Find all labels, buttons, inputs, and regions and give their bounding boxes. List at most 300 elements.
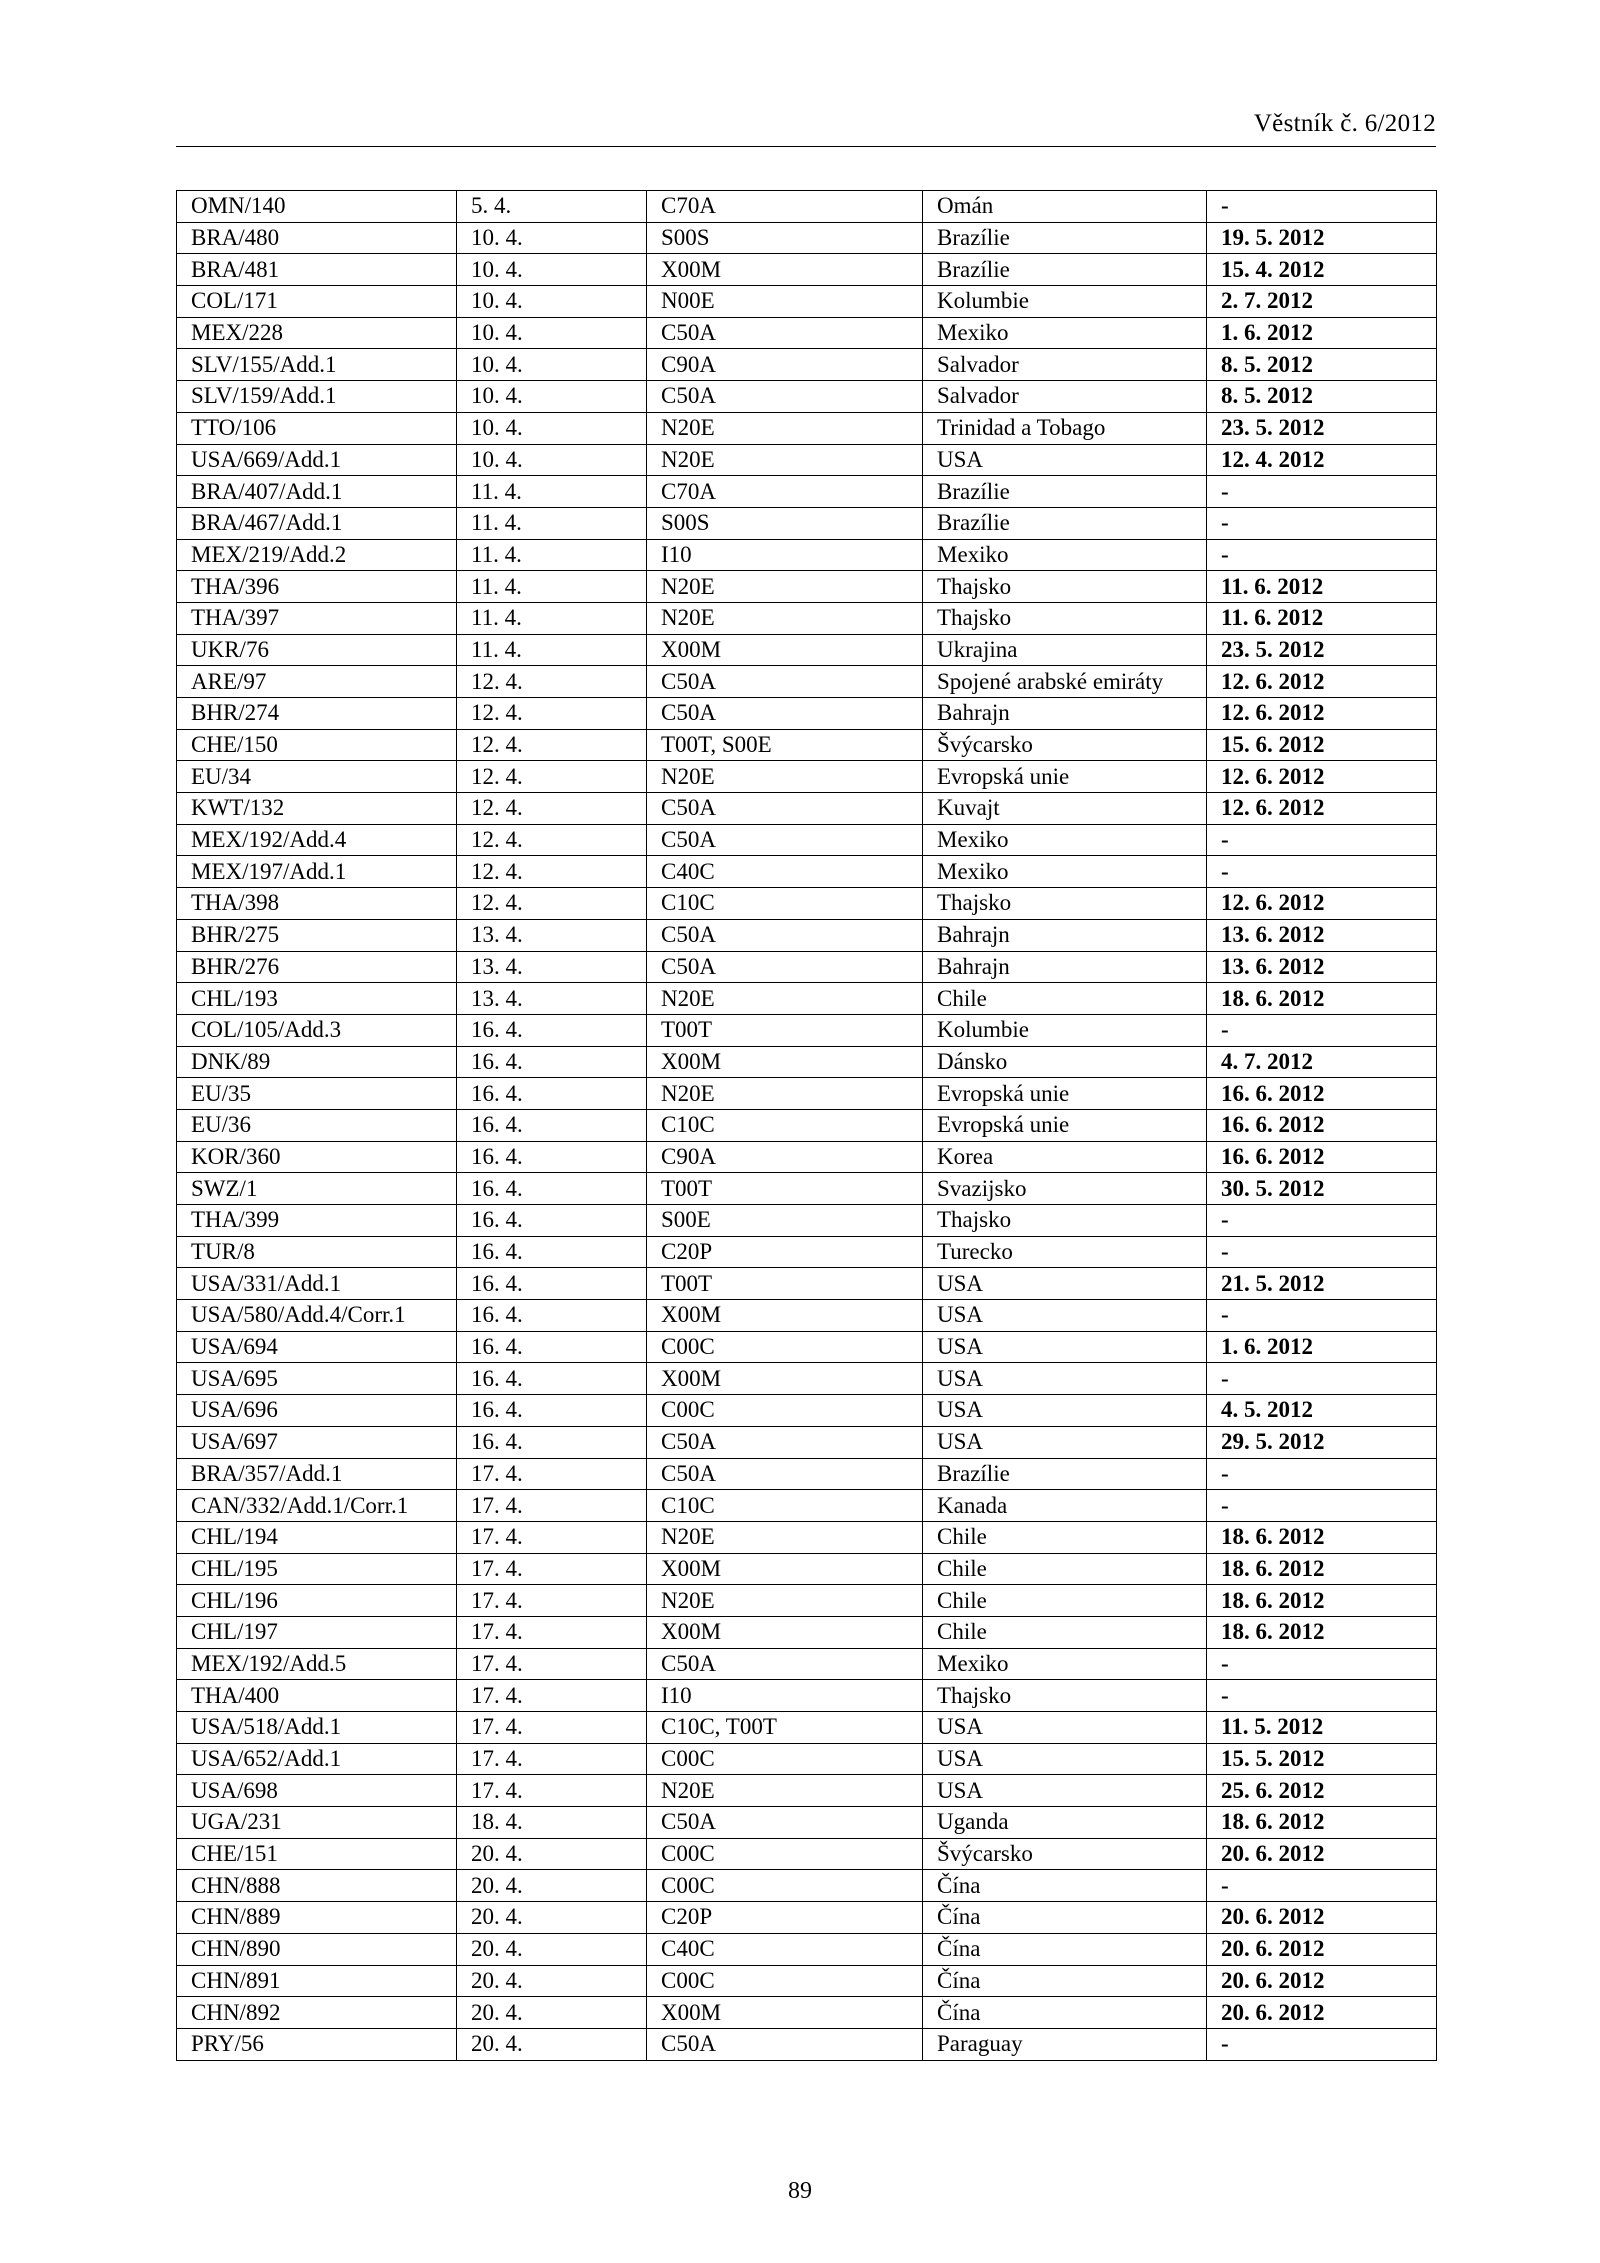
table-row [177,381,1437,413]
cell-date: 13. 4. [457,983,647,1015]
cell-deadline: 15. 6. 2012 [1207,729,1437,761]
cell-document-code: SLV/155/Add.1 [177,349,457,381]
table-row [177,1141,1437,1173]
table-row [177,1078,1437,1110]
cell-deadline: 12. 6. 2012 [1207,666,1437,698]
cell-date: 12. 4. [457,856,647,888]
cell-document-code: CHN/888 [177,1870,457,1902]
cell-document-code: CHN/889 [177,1902,457,1934]
cell-document-code: TUR/8 [177,1236,457,1268]
cell-document-code: MEX/197/Add.1 [177,856,457,888]
cell-country: USA [923,1426,1207,1458]
cell-date: 18. 4. [457,1807,647,1839]
cell-country: Švýcarsko [923,729,1207,761]
cell-date: 10. 4. [457,222,647,254]
cell-document-code: COL/171 [177,286,457,318]
cell-document-code: BHR/275 [177,919,457,951]
cell-date: 10. 4. [457,412,647,444]
cell-product-code: C00C [647,1838,923,1870]
cell-product-code: C50A [647,2028,923,2060]
cell-product-code: C50A [647,1648,923,1680]
cell-country: USA [923,1300,1207,1332]
cell-deadline: 12. 6. 2012 [1207,888,1437,920]
cell-country: Mexiko [923,824,1207,856]
cell-deadline: - [1207,476,1437,508]
cell-country: USA [923,1395,1207,1427]
cell-document-code: USA/695 [177,1363,457,1395]
cell-product-code: C10C [647,1490,923,1522]
page-header [176,108,1436,147]
cell-deadline: 18. 6. 2012 [1207,983,1437,1015]
cell-country: Salvador [923,349,1207,381]
table-row [177,983,1437,1015]
cell-document-code: SLV/159/Add.1 [177,381,457,413]
cell-country: Thajsko [923,1205,1207,1237]
cell-product-code: N20E [647,571,923,603]
cell-date: 12. 4. [457,698,647,730]
cell-product-code: T00T [647,1173,923,1205]
cell-date: 16. 4. [457,1395,647,1427]
cell-deadline: 12. 6. 2012 [1207,761,1437,793]
cell-date: 10. 4. [457,349,647,381]
table-row [177,412,1437,444]
cell-product-code: N20E [647,1775,923,1807]
cell-date: 17. 4. [457,1553,647,1585]
cell-document-code: DNK/89 [177,1046,457,1078]
cell-country: Švýcarsko [923,1838,1207,1870]
cell-deadline: 20. 6. 2012 [1207,1965,1437,1997]
cell-document-code: ARE/97 [177,666,457,698]
cell-deadline: 12. 6. 2012 [1207,793,1437,825]
cell-product-code: N20E [647,761,923,793]
cell-deadline: 25. 6. 2012 [1207,1775,1437,1807]
cell-deadline: - [1207,824,1437,856]
cell-date: 11. 4. [457,476,647,508]
cell-country: Chile [923,1553,1207,1585]
cell-date: 17. 4. [457,1616,647,1648]
cell-product-code: C90A [647,349,923,381]
cell-product-code: C10C [647,888,923,920]
cell-document-code: MEX/219/Add.2 [177,539,457,571]
cell-document-code: USA/698 [177,1775,457,1807]
cell-product-code: C50A [647,1458,923,1490]
cell-date: 10. 4. [457,381,647,413]
cell-country: Brazílie [923,1458,1207,1490]
cell-document-code: CHL/197 [177,1616,457,1648]
cell-product-code: C50A [647,793,923,825]
table-row [177,1585,1437,1617]
cell-product-code: C50A [647,381,923,413]
cell-deadline: 12. 6. 2012 [1207,698,1437,730]
cell-product-code: T00T, S00E [647,729,923,761]
cell-document-code: CHE/151 [177,1838,457,1870]
cell-date: 10. 4. [457,286,647,318]
cell-date: 13. 4. [457,919,647,951]
cell-date: 12. 4. [457,666,647,698]
table-row [177,1490,1437,1522]
cell-date: 16. 4. [457,1173,647,1205]
cell-document-code: BHR/274 [177,698,457,730]
cell-country: Chile [923,983,1207,1015]
cell-country: Omán [923,191,1207,223]
table-row [177,254,1437,286]
cell-product-code: X00M [647,1046,923,1078]
cell-deadline: - [1207,1680,1437,1712]
cell-country: USA [923,1363,1207,1395]
cell-country: Paraguay [923,2028,1207,2060]
table-row [177,1205,1437,1237]
cell-country: Chile [923,1616,1207,1648]
cell-date: 16. 4. [457,1300,647,1332]
cell-country: USA [923,1712,1207,1744]
cell-date: 16. 4. [457,1109,647,1141]
cell-date: 20. 4. [457,1838,647,1870]
cell-product-code: C50A [647,919,923,951]
cell-document-code: UGA/231 [177,1807,457,1839]
cell-product-code: X00M [647,1363,923,1395]
cell-deadline: 11. 5. 2012 [1207,1712,1437,1744]
cell-product-code: C10C [647,1109,923,1141]
cell-deadline: - [1207,2028,1437,2060]
table-row [177,919,1437,951]
cell-product-code: C50A [647,698,923,730]
table-row [177,1553,1437,1585]
cell-product-code: X00M [647,634,923,666]
cell-document-code: TTO/106 [177,412,457,444]
cell-date: 5. 4. [457,191,647,223]
cell-deadline: 16. 6. 2012 [1207,1109,1437,1141]
cell-deadline: 12. 4. 2012 [1207,444,1437,476]
cell-document-code: OMN/140 [177,191,457,223]
cell-product-code: C50A [647,666,923,698]
cell-deadline: 23. 5. 2012 [1207,634,1437,666]
cell-country: Trinidad a Tobago [923,412,1207,444]
cell-document-code: USA/518/Add.1 [177,1712,457,1744]
cell-date: 17. 4. [457,1458,647,1490]
cell-document-code: EU/35 [177,1078,457,1110]
cell-date: 12. 4. [457,729,647,761]
cell-country: Kanada [923,1490,1207,1522]
cell-date: 11. 4. [457,634,647,666]
cell-deadline: 4. 5. 2012 [1207,1395,1437,1427]
cell-date: 20. 4. [457,1933,647,1965]
cell-document-code: MEX/192/Add.4 [177,824,457,856]
cell-product-code: C90A [647,1141,923,1173]
table-row [177,1395,1437,1427]
journal-issue-title: Věstník č. 6/2012 [1253,110,1436,137]
cell-country: USA [923,444,1207,476]
notification-table-body [177,191,1437,2061]
cell-date: 17. 4. [457,1648,647,1680]
cell-country: Kuvajt [923,793,1207,825]
cell-deadline: - [1207,1014,1437,1046]
table-row [177,1997,1437,2029]
cell-country: Thajsko [923,571,1207,603]
table-row [177,698,1437,730]
cell-country: Thajsko [923,1680,1207,1712]
cell-deadline: 4. 7. 2012 [1207,1046,1437,1078]
table-row [177,1616,1437,1648]
table-row [177,1363,1437,1395]
cell-deadline: - [1207,1490,1437,1522]
cell-product-code: C00C [647,1395,923,1427]
cell-date: 12. 4. [457,888,647,920]
table-row [177,602,1437,634]
cell-deadline: 20. 6. 2012 [1207,1838,1437,1870]
cell-document-code: CHN/890 [177,1933,457,1965]
cell-country: Bahrajn [923,919,1207,951]
cell-date: 17. 4. [457,1521,647,1553]
table-row [177,1109,1437,1141]
cell-product-code: C00C [647,1331,923,1363]
cell-product-code: S00E [647,1205,923,1237]
cell-document-code: MEX/192/Add.5 [177,1648,457,1680]
cell-country: Čína [923,1933,1207,1965]
cell-deadline: 8. 5. 2012 [1207,381,1437,413]
cell-document-code: CHN/891 [177,1965,457,1997]
cell-product-code: C00C [647,1870,923,1902]
cell-date: 12. 4. [457,761,647,793]
table-row [177,222,1437,254]
table-row [177,1426,1437,1458]
cell-product-code: S00S [647,507,923,539]
table-row [177,1902,1437,1934]
cell-date: 10. 4. [457,254,647,286]
cell-product-code: C20P [647,1236,923,1268]
table-row [177,856,1437,888]
table-row [177,191,1437,223]
cell-date: 17. 4. [457,1490,647,1522]
cell-document-code: CHL/194 [177,1521,457,1553]
cell-document-code: THA/398 [177,888,457,920]
cell-document-code: USA/580/Add.4/Corr.1 [177,1300,457,1332]
cell-date: 16. 4. [457,1363,647,1395]
cell-country: Svazijsko [923,1173,1207,1205]
cell-country: Čína [923,1965,1207,1997]
cell-document-code: USA/331/Add.1 [177,1268,457,1300]
cell-document-code: PRY/56 [177,2028,457,2060]
table-row [177,1331,1437,1363]
cell-date: 12. 4. [457,793,647,825]
notification-table [176,190,1437,2061]
cell-country: Chile [923,1585,1207,1617]
table-row [177,1933,1437,1965]
cell-document-code: EU/36 [177,1109,457,1141]
cell-deadline: - [1207,1363,1437,1395]
cell-deadline: 16. 6. 2012 [1207,1141,1437,1173]
cell-document-code: SWZ/1 [177,1173,457,1205]
table-row [177,571,1437,603]
cell-document-code: EU/34 [177,761,457,793]
cell-product-code: C50A [647,824,923,856]
cell-country: Turecko [923,1236,1207,1268]
table-row [177,1743,1437,1775]
cell-date: 12. 4. [457,824,647,856]
table-row [177,1046,1437,1078]
table-row [177,761,1437,793]
cell-product-code: C40C [647,1933,923,1965]
cell-date: 20. 4. [457,1870,647,1902]
cell-date: 17. 4. [457,1743,647,1775]
cell-product-code: C40C [647,856,923,888]
cell-deadline: 16. 6. 2012 [1207,1078,1437,1110]
cell-country: Brazílie [923,254,1207,286]
cell-country: USA [923,1268,1207,1300]
cell-product-code: N20E [647,602,923,634]
cell-deadline: - [1207,507,1437,539]
cell-date: 16. 4. [457,1078,647,1110]
cell-date: 16. 4. [457,1268,647,1300]
cell-country: Evropská unie [923,1078,1207,1110]
cell-document-code: USA/697 [177,1426,457,1458]
cell-date: 16. 4. [457,1236,647,1268]
table-row [177,729,1437,761]
cell-document-code: BRA/407/Add.1 [177,476,457,508]
table-row [177,1838,1437,1870]
cell-country: Thajsko [923,602,1207,634]
cell-country: Thajsko [923,888,1207,920]
table-row [177,476,1437,508]
table-row [177,2028,1437,2060]
cell-product-code: T00T [647,1014,923,1046]
table-row [177,888,1437,920]
cell-date: 10. 4. [457,317,647,349]
table-row [177,507,1437,539]
cell-country: Mexiko [923,539,1207,571]
cell-deadline: 18. 6. 2012 [1207,1616,1437,1648]
cell-product-code: S00S [647,222,923,254]
cell-document-code: BRA/467/Add.1 [177,507,457,539]
cell-date: 16. 4. [457,1141,647,1173]
cell-date: 16. 4. [457,1205,647,1237]
cell-document-code: CHL/193 [177,983,457,1015]
cell-document-code: CHN/892 [177,1997,457,2029]
cell-document-code: THA/396 [177,571,457,603]
cell-country: Ukrajina [923,634,1207,666]
cell-country: Salvador [923,381,1207,413]
cell-product-code: N00E [647,286,923,318]
cell-deadline: 29. 5. 2012 [1207,1426,1437,1458]
table-row [177,1775,1437,1807]
cell-deadline: 13. 6. 2012 [1207,919,1437,951]
cell-deadline: 11. 6. 2012 [1207,602,1437,634]
table-row [177,1521,1437,1553]
cell-deadline: - [1207,1300,1437,1332]
table-row [177,666,1437,698]
table-row [177,1807,1437,1839]
cell-country: Čína [923,1870,1207,1902]
cell-product-code: X00M [647,1553,923,1585]
cell-product-code: I10 [647,1680,923,1712]
cell-country: Dánsko [923,1046,1207,1078]
cell-product-code: C00C [647,1743,923,1775]
cell-product-code: C50A [647,951,923,983]
cell-country: Mexiko [923,317,1207,349]
cell-document-code: USA/696 [177,1395,457,1427]
cell-country: Evropská unie [923,761,1207,793]
cell-country: Mexiko [923,1648,1207,1680]
cell-date: 16. 4. [457,1426,647,1458]
cell-document-code: THA/397 [177,602,457,634]
cell-document-code: BHR/276 [177,951,457,983]
cell-deadline: 2. 7. 2012 [1207,286,1437,318]
cell-country: Uganda [923,1807,1207,1839]
cell-deadline: 18. 6. 2012 [1207,1807,1437,1839]
cell-document-code: COL/105/Add.3 [177,1014,457,1046]
cell-product-code: N20E [647,1521,923,1553]
cell-country: Kolumbie [923,1014,1207,1046]
cell-deadline: 1. 6. 2012 [1207,1331,1437,1363]
cell-country: Kolumbie [923,286,1207,318]
cell-deadline: 30. 5. 2012 [1207,1173,1437,1205]
cell-country: USA [923,1775,1207,1807]
table-row [177,793,1437,825]
cell-document-code: THA/399 [177,1205,457,1237]
table-row [177,1173,1437,1205]
cell-document-code: BRA/357/Add.1 [177,1458,457,1490]
cell-date: 16. 4. [457,1014,647,1046]
cell-country: Brazílie [923,476,1207,508]
cell-date: 20. 4. [457,1997,647,2029]
cell-product-code: C10C, T00T [647,1712,923,1744]
cell-document-code: THA/400 [177,1680,457,1712]
cell-document-code: KWT/132 [177,793,457,825]
cell-date: 11. 4. [457,539,647,571]
cell-deadline: - [1207,1648,1437,1680]
cell-product-code: C70A [647,476,923,508]
cell-country: Bahrajn [923,698,1207,730]
cell-document-code: BRA/481 [177,254,457,286]
cell-deadline: 15. 4. 2012 [1207,254,1437,286]
table-row [177,1014,1437,1046]
table-row [177,539,1437,571]
table-row [177,317,1437,349]
cell-product-code: X00M [647,254,923,286]
cell-deadline: 15. 5. 2012 [1207,1743,1437,1775]
cell-deadline: - [1207,191,1437,223]
table-row [177,1300,1437,1332]
cell-document-code: BRA/480 [177,222,457,254]
table-row [177,824,1437,856]
cell-document-code: CAN/332/Add.1/Corr.1 [177,1490,457,1522]
cell-product-code: C20P [647,1902,923,1934]
cell-date: 16. 4. [457,1046,647,1078]
cell-product-code: N20E [647,412,923,444]
cell-date: 11. 4. [457,602,647,634]
cell-document-code: USA/669/Add.1 [177,444,457,476]
cell-document-code: CHE/150 [177,729,457,761]
cell-deadline: 23. 5. 2012 [1207,412,1437,444]
table-row [177,286,1437,318]
cell-country: Mexiko [923,856,1207,888]
cell-country: Brazílie [923,222,1207,254]
cell-country: USA [923,1743,1207,1775]
cell-document-code: CHL/195 [177,1553,457,1585]
cell-product-code: X00M [647,1616,923,1648]
cell-date: 10. 4. [457,444,647,476]
cell-date: 17. 4. [457,1712,647,1744]
cell-country: Brazílie [923,507,1207,539]
cell-deadline: 13. 6. 2012 [1207,951,1437,983]
cell-product-code: C50A [647,1426,923,1458]
cell-date: 20. 4. [457,1965,647,1997]
cell-country: USA [923,1331,1207,1363]
cell-country: Evropská unie [923,1109,1207,1141]
cell-date: 13. 4. [457,951,647,983]
cell-product-code: C50A [647,317,923,349]
cell-deadline: 20. 6. 2012 [1207,1997,1437,2029]
cell-document-code: CHL/196 [177,1585,457,1617]
